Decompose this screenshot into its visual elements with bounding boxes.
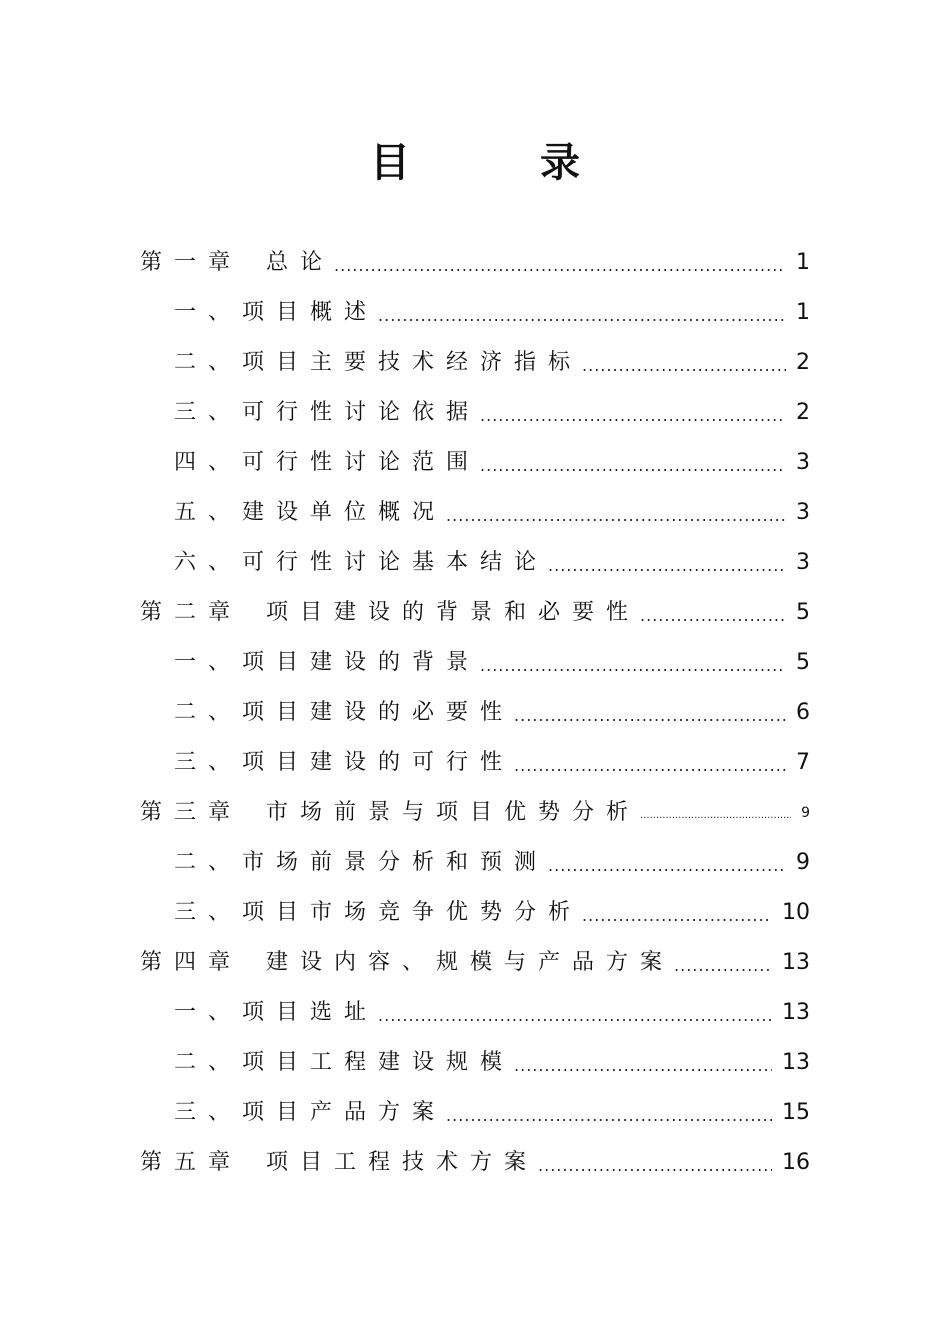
page-number: 2 [796,400,810,425]
dot-leader [514,741,786,791]
entry-label: 三、项目建设的可行性 [174,750,515,775]
toc-entry-section[interactable] [0,838,810,888]
toc-entry-chapter[interactable] [0,788,810,838]
page-number: 15 [782,1100,810,1125]
dot-leader [378,991,772,1041]
page-title: 目 录 [370,140,638,186]
dot-leader [480,641,786,691]
dot-leader [334,241,786,291]
page-number: 9 [801,805,810,821]
toc-entry-section[interactable] [0,388,810,438]
page-number: 6 [796,700,810,725]
toc-entry-section[interactable] [0,638,810,688]
dot-leader [640,591,786,641]
entry-label: 一、项目建设的背景 [174,650,481,675]
dot-leader [674,941,772,991]
page-number: 2 [796,350,810,375]
entry-label: 二、市场前景分析和预测 [174,850,549,875]
entry-label: 四、可行性讨论范围 [174,450,481,475]
entry-label: 三、项目产品方案 [174,1100,447,1125]
chapter-number: 第一章 [140,250,243,275]
dot-leader [480,391,786,441]
dot-leader [446,1091,772,1141]
toc-entry-chapter[interactable] [0,1138,810,1188]
toc-entry-section[interactable] [0,288,810,338]
toc-entry-section[interactable] [0,488,810,538]
page-number: 10 [782,900,810,925]
dot-leader [582,341,786,391]
entry-label: 建设内容、规模与产品方案 [266,950,675,975]
page-number: 1 [796,250,810,275]
page-number: 9 [796,850,810,875]
dot-leader [548,541,786,591]
toc-entry-section[interactable] [0,438,810,488]
page-number: 13 [782,1050,810,1075]
chapter-number: 第二章 [140,600,243,625]
toc-entry-chapter[interactable] [0,238,810,288]
toc-entry-section[interactable] [0,988,810,1038]
page-number: 7 [796,750,810,775]
entry-label: 一、项目选址 [174,1000,379,1025]
toc-entry-section[interactable] [0,538,810,588]
page-number: 3 [796,450,810,475]
entry-label: 一、项目概述 [174,300,379,325]
entry-label: 六、可行性讨论基本结论 [174,550,549,575]
dot-leader [378,291,786,341]
chapter-number: 第四章 [140,950,243,975]
entry-label: 三、项目市场竞争优势分析 [174,900,583,925]
dot-leader [514,1041,772,1091]
entry-label: 总论 [266,250,335,275]
dot-leader [538,1141,772,1191]
dot-leader [446,491,786,541]
page-number: 3 [796,550,810,575]
page-number: 5 [796,650,810,675]
toc-entry-section[interactable] [0,1038,810,1088]
dot-leader [514,691,786,741]
toc-entry-section[interactable] [0,888,810,938]
page-number: 13 [782,950,810,975]
page-number: 13 [782,1000,810,1025]
toc-entry-chapter[interactable] [0,938,810,988]
toc-entry-section[interactable] [0,1088,810,1138]
entry-label: 二、项目建设的必要性 [174,700,515,725]
toc-entry-section[interactable] [0,738,810,788]
dot-leader [640,791,791,841]
dot-leader [582,891,772,941]
toc-entry-section[interactable] [0,688,810,738]
page-number: 3 [796,500,810,525]
toc-entry-chapter[interactable] [0,588,810,638]
chapter-number: 第三章 [140,800,243,825]
entry-label: 项目建设的背景和必要性 [266,600,641,625]
page-number: 1 [796,300,810,325]
entry-label: 市场前景与项目优势分析 [266,800,641,825]
dot-leader [480,441,786,491]
page-number: 16 [782,1150,810,1175]
dot-leader [548,841,786,891]
page-number: 5 [796,600,810,625]
toc-entry-section[interactable] [0,338,810,388]
entry-label: 二、项目工程建设规模 [174,1050,515,1075]
entry-label: 三、可行性讨论依据 [174,400,481,425]
entry-label: 二、项目主要技术经济指标 [174,350,583,375]
chapter-number: 第五章 [140,1150,243,1175]
entry-label: 项目工程技术方案 [266,1150,539,1175]
entry-label: 五、建设单位概况 [174,500,447,525]
